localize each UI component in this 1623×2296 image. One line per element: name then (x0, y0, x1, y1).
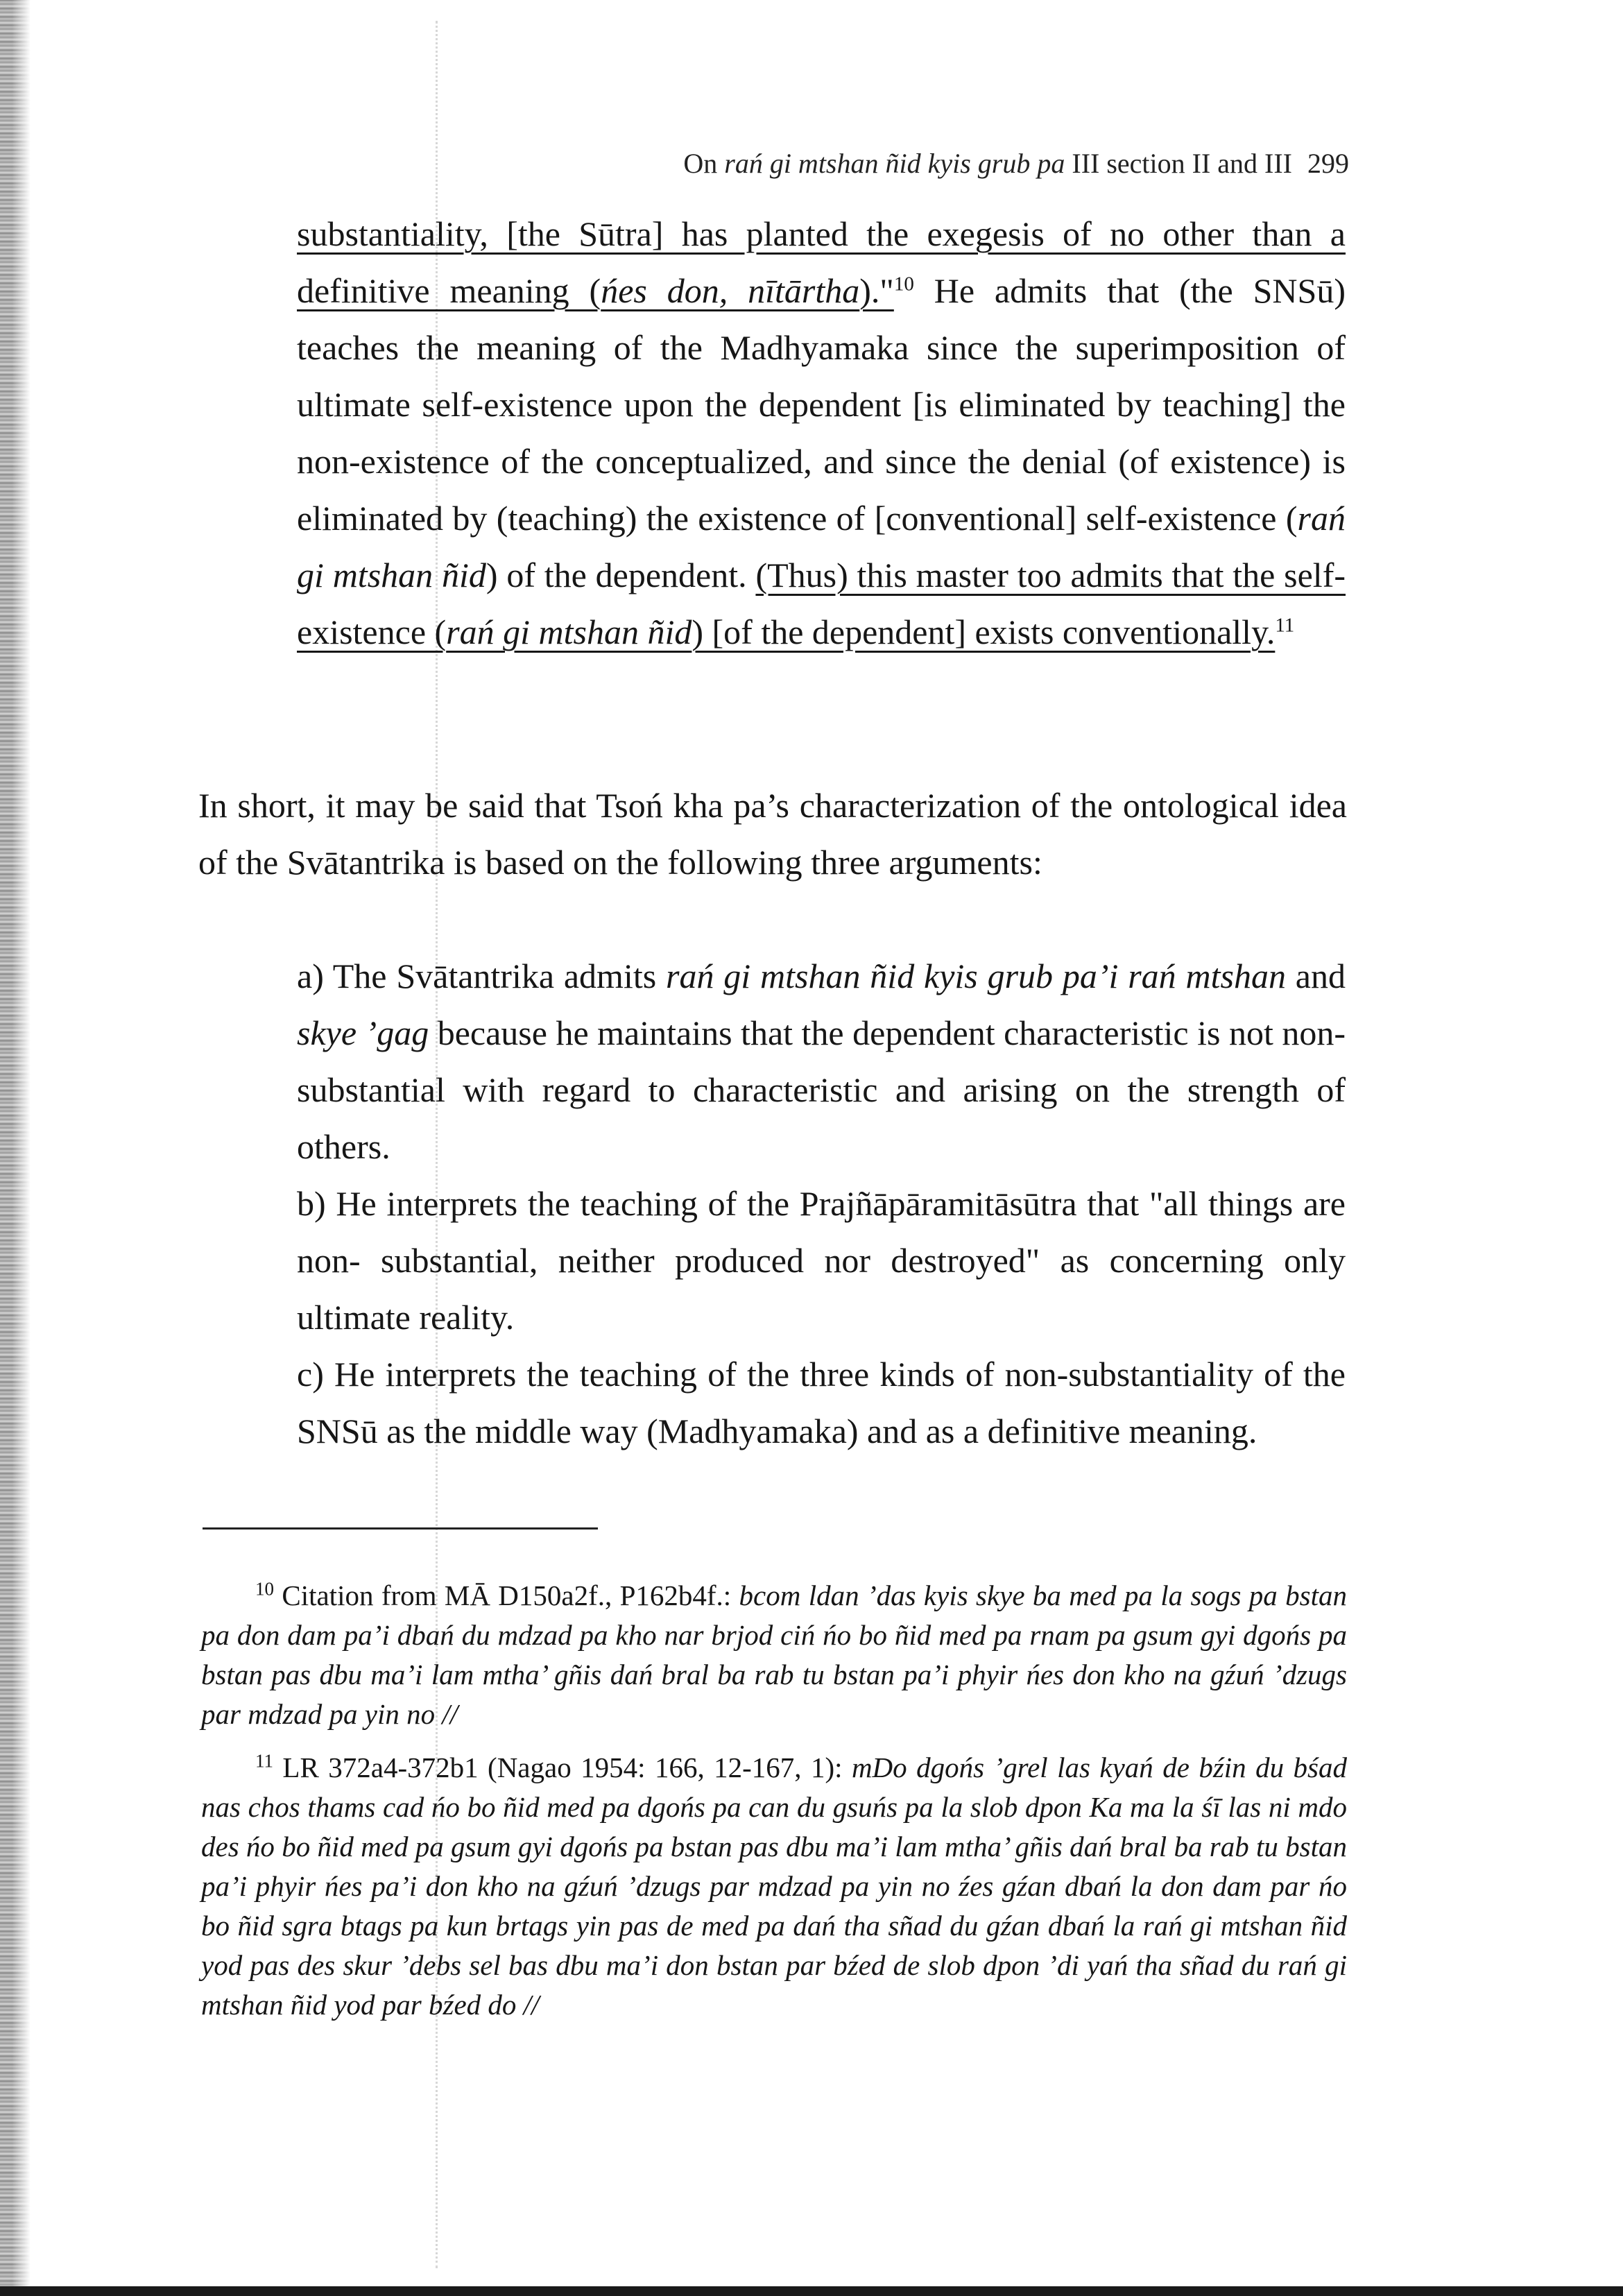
argument-a-italic-1: rań gi mtshan ñid kyis grub pa’i rań mtshan (666, 957, 1286, 995)
argument-c: c) He interprets the teaching of the three kinds of non-substantiality of the SNSū as the middle way (Madhyamaka) and as a definitive meaning. (297, 1355, 1346, 1450)
argument-b: b) He interprets the teaching of the Prajñāpāramitāsūtra that "all things are non- substantial, neither produced nor destroyed" as concerning only ultimate reality. (297, 1184, 1346, 1337)
quote-italic-2: rań gi mtshan ñid (297, 499, 1346, 594)
footnote-11 (201, 1748, 1347, 2025)
footnote-10 (201, 1576, 1347, 1734)
scanned-book-spine-shadow (0, 0, 31, 2296)
main-paragraph (198, 777, 1347, 891)
argument-list (297, 948, 1346, 1459)
running-head-suffix: III section II and III (1065, 148, 1292, 179)
running-head-title: rań gi mtshan ñid kyis grub pa (724, 148, 1065, 179)
running-head (208, 147, 1349, 180)
quote-underlined-2: (Thus) this master too admits that the self-existence (rań gi mtshan ñid) [of the dependent] exists conventionally. (297, 556, 1346, 651)
argument-a-italic-2: skye ’gag (297, 1013, 429, 1052)
scan-bottom-edge (0, 2286, 1623, 2296)
footnote-separator (203, 1527, 598, 1530)
footnote-ref-10[interactable]: 10 (893, 273, 914, 295)
footnote-text: LR 372a4-372b1 (Nagao 1954: 166, 12-167, 1): (273, 1751, 852, 1783)
running-head-prefix: On (683, 148, 725, 179)
quote-text-3: ) of the dependent. (486, 556, 756, 594)
quote-underlined-1: substantiality, [the Sūtra] has planted the exegesis of no other than a definitive meaning (ńes don, nītārtha)." (297, 214, 1346, 310)
summary-paragraph: In short, it may be said that Tsoń kha pa’s characterization of the ontological idea of the Svātantrika is based on the following three arguments: (198, 786, 1347, 882)
page-number: 299 (1307, 148, 1349, 179)
footnote-text: Citation from MĀ D150a2f., P162b4f.: (274, 1579, 739, 1611)
footnote-citation: bcom ldan ’das kyis skye ba med pa la sogs pa bstan pa don dam pa’i dbań du mdzad pa kho nar brjod ciń ńo bo ñid med pa rnam pa gsum gyi dgońs pa bstan pas dbu ma’i lam mtha’ gñis dań bral ba rab tu bstan pa’i phyir ńes don kho na gźuń ’dzugs par mdzad pa yin no // (201, 1579, 1347, 1730)
block-quote (297, 205, 1346, 660)
argument-a: a) The Svātantrika admits rań gi mtshan ñid kyis grub pa’i rań mtshan and skye ’gag because he maintains that the dependent characteristic is not non-substantial with regard to characteristic and arising on the strength of others. (297, 957, 1346, 1166)
quote-italic-3: rań gi mtshan ñid (446, 612, 692, 651)
quote-italic-1: ńes don, nītārtha (601, 271, 860, 310)
quote-text-2: He admits that (the SNSū) teaches the meaning of the Madhyamaka since the superimposition of ultimate self-existence upon the dependent [is eliminated by teaching] the non-existence of the conceptualized, and since the denial (of existence) is eliminated by (teaching) the existence of [conventional] self-existence ( (297, 271, 1346, 538)
footnote-citation: mDo dgońs ’grel las kyań de bźin du bśad nas chos thams cad ńo bo ñid med pa dgońs pa can du gsuńs pa la slob dpon Ka ma la śī las ni mdo des ńo bo ñid med pa gsum gyi dgońs pa bstan pas dbu ma’i lam mtha’ gñis dań bral ba rab tu bstan pa’i phyir ńes pa’i don kho na gźuń ’dzugs par mdzad pa yin no źes gźan dbań la don dam par ńo bo ñid sgra btags pa kun brtags yin pas de med pa dań tha sñad du gźan dbań la rań gi mtshan ñid yod pas des skur ’debs sel bas dbu ma’i don bstan par bźed de slob dpon ’di yań tha sñad du rań gi mtshan ñid yod par bźed do // (201, 1751, 1347, 2021)
footnote-number: 11 (255, 1750, 273, 1772)
footnote-ref-11[interactable]: 11 (1275, 614, 1295, 637)
footnote-number: 10 (255, 1578, 274, 1600)
